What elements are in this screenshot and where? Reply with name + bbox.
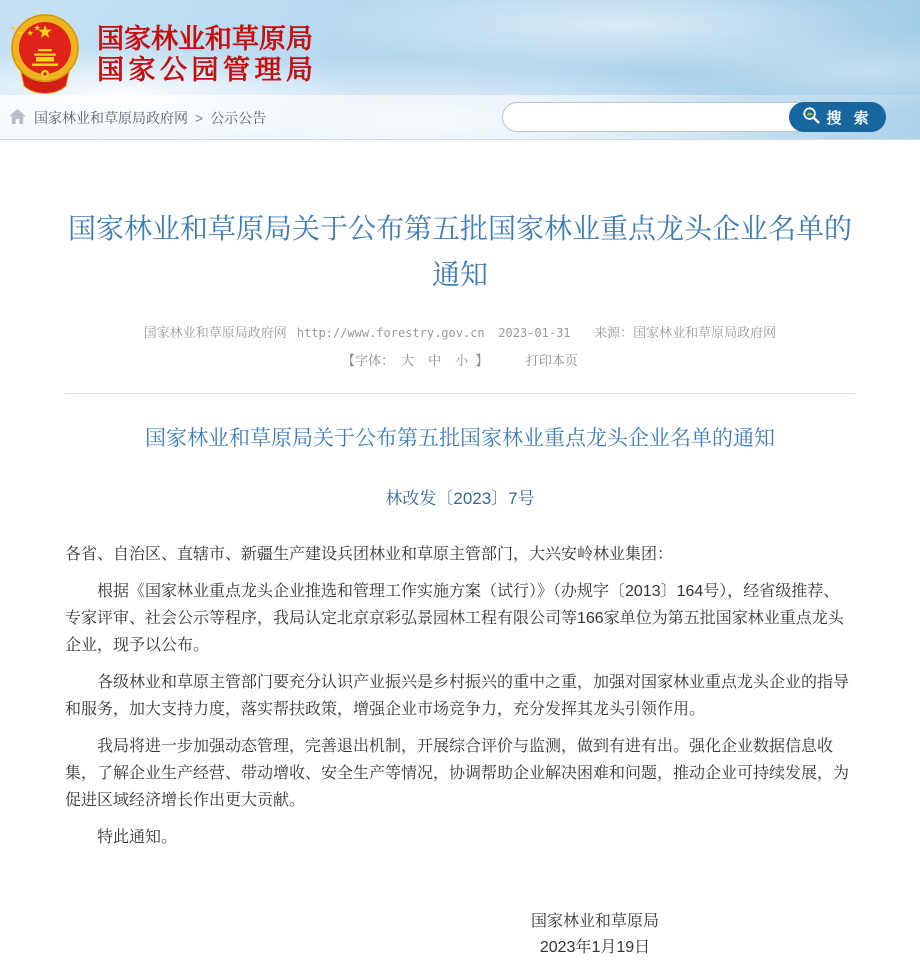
search-box (502, 102, 886, 132)
search-button-label: 搜 索 (826, 109, 873, 127)
title-divider (65, 393, 855, 394)
breadcrumb-separator: > (195, 109, 204, 126)
document-title: 国家林业和草原局关于公布第五批国家林业重点龙头企业名单的通知 (145, 427, 775, 450)
meta-source (594, 325, 776, 340)
fontbar-suffix: 】 (475, 353, 489, 368)
print-page-button[interactable]: 打印本页 (525, 353, 578, 368)
font-size-medium-button[interactable]: 中 (428, 353, 442, 368)
breadcrumb (8, 95, 266, 140)
national-emblem-icon (9, 12, 81, 105)
meta-date: 2023-01-31 (498, 326, 571, 340)
paragraph: 我局将进一步加强动态管理，完善退出机制，开展综合评价与监测，做到有进有出。强化企业数据信息收集，了解企业生产经营、带动增收、安全生产等情况，协调帮助企业解决困难和问题，推动企业可持续发展，为促进区域经济增长作出更大贡献。 (65, 738, 850, 809)
meta-source-label: 来源： (594, 325, 634, 340)
article-body (65, 541, 855, 851)
fontbar-prefix: 【字体： (342, 353, 395, 368)
meta-url: http://www.forestry.gov.cn (296, 326, 485, 340)
article (0, 206, 920, 961)
signature-date: 2023年1月19日 (539, 939, 651, 956)
meta-source-value: 国家林业和草原局政府网 (633, 325, 777, 340)
breadcrumb-current[interactable]: 公示公告 (210, 109, 267, 126)
search-input[interactable] (519, 106, 774, 128)
site-header (0, 0, 920, 140)
site-name (97, 24, 318, 86)
meta-source-site: 国家林业和草原局政府网 (143, 325, 287, 340)
site-logo[interactable] (9, 12, 318, 105)
font-size-large-button[interactable]: 大 (401, 353, 415, 368)
home-icon[interactable] (8, 108, 27, 128)
font-size-small-button[interactable]: 小 (455, 353, 469, 368)
document-number: 林改发〔2023〕7号 (385, 489, 535, 508)
site-name-line2: 国家公园管理局 (97, 55, 318, 85)
font-size-bar (65, 350, 855, 369)
article-meta (65, 322, 855, 341)
paragraph: 根据《国家林业重点龙头企业推选和管理工作实施方案（试行）》（办规字〔2013〕164号），经省级推荐、专家评审、社会公示等程序，我局认定北京京彩弘景园林工程有限公司等166家单位为第五批国家林业重点龙头企业，现予以公布。 (65, 583, 844, 654)
breadcrumb-site-link[interactable]: 国家林业和草原局政府网 (34, 109, 188, 126)
search-button[interactable] (789, 102, 886, 132)
paragraph: 各级林业和草原主管部门要充分认识产业振兴是乡村振兴的重中之重，加强对国家林业重点龙头企业的指导和服务，加大支持力度，落实帮扶政策，增强企业市场竞争力，充分发挥其龙头引领作用。 (65, 674, 850, 718)
page-title: 国家林业和草原局关于公布第五批国家林业重点龙头企业名单的通知 (67, 213, 852, 290)
site-name-line1: 国家林业和草原局 (97, 24, 313, 54)
sub-bar (0, 95, 920, 140)
paragraph-closing: 特此通知。 (97, 829, 178, 846)
signature-block (485, 909, 705, 961)
paragraph-addressee: 各省、自治区、直辖市、新疆生产建设兵团林业和草原主管部门，大兴安岭林业集团： (65, 546, 674, 563)
signature-org: 国家林业和草原局 (530, 913, 659, 930)
magnifier-icon (802, 106, 821, 129)
